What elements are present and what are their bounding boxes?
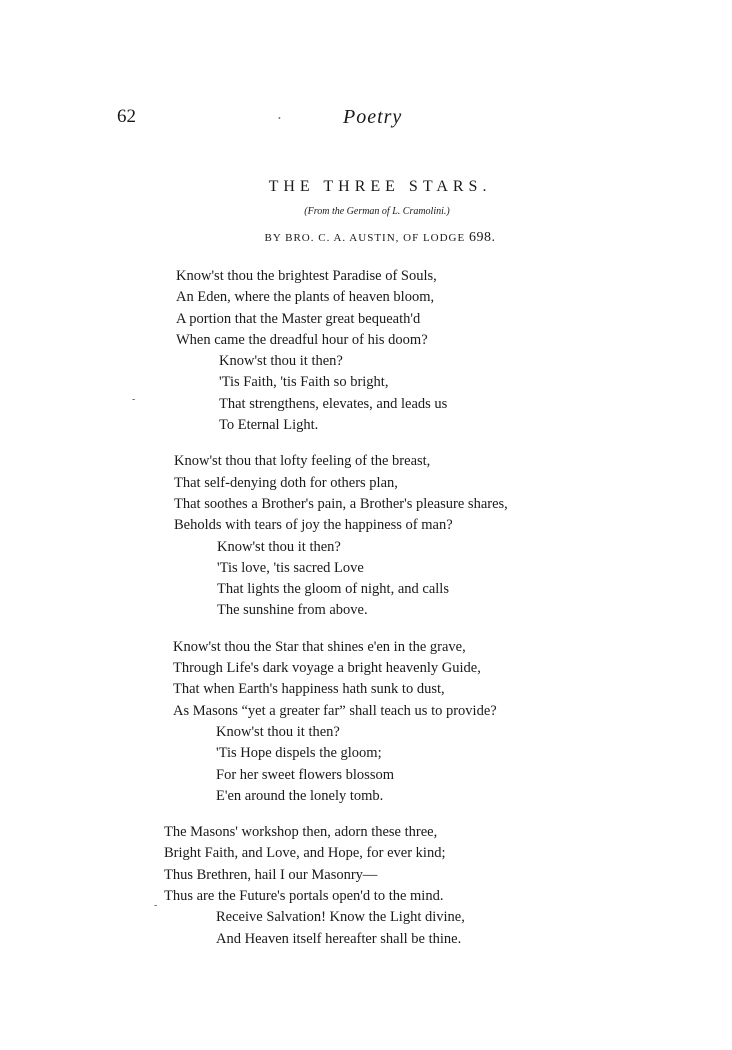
poem-line: That self-denying doth for others plan,: [174, 474, 398, 491]
poem-line: Know'st thou it then?: [217, 538, 341, 555]
poem-line: That strengthens, elevates, and leads us: [219, 395, 448, 412]
poem-line: The sunshine from above.: [217, 602, 368, 619]
margin-mark-icon: -: [154, 900, 158, 911]
stanza: [176, 266, 716, 436]
poem-line: That lights the gloom of night, and calls: [217, 581, 449, 598]
stanza: [174, 451, 716, 621]
byline-author: BY BRO. C. A. AUSTIN, OF LODGE: [264, 232, 466, 244]
stanza: [164, 822, 716, 950]
poem-line: When came the dreadful hour of his doom?: [176, 331, 428, 348]
poem-line: An Eden, where the plants of heaven bloom,: [176, 289, 435, 306]
byline-lodge-number: 698.: [468, 230, 496, 245]
poem-line: Thus are the Future's portals open'd to the mind.: [164, 888, 444, 905]
running-title: Poetry: [343, 106, 403, 128]
stanza: [173, 637, 716, 807]
poem-line: The Masons' workshop then, adorn these three,: [164, 824, 438, 841]
poem-line: As Masons “yet a greater far” shall teach us to provide?: [173, 702, 497, 719]
margin-mark-icon: -: [132, 394, 136, 405]
poem-title: THE THREE STARS.: [268, 178, 492, 195]
poem-line: Know'st thou the brightest Paradise of Souls,: [176, 268, 437, 284]
poem-line: E'en around the lonely tomb.: [216, 787, 384, 804]
poem-subtitle: (From the German of L. Cramolini.): [304, 206, 450, 217]
poem-line: 'Tis Hope dispels the gloom;: [216, 745, 382, 762]
poem-line: A portion that the Master great bequeath'd: [176, 310, 421, 327]
poem-line: Thus Brethren, hail I our Masonry—: [164, 866, 378, 883]
poem-line: That soothes a Brother's pain, a Brother's pleasure shares,: [174, 495, 508, 512]
poem-byline: [0, 230, 732, 246]
poem-body: [164, 266, 716, 965]
poem-line: And Heaven itself hereafter shall be thine.: [216, 930, 462, 947]
poem-line: 'Tis Faith, 'tis Faith so bright,: [219, 374, 389, 391]
poem-line: Know'st thou it then?: [219, 353, 343, 370]
poem-line: Know'st thou the Star that shines e'en in the grave,: [173, 638, 466, 655]
poem-line: Through Life's dark voyage a bright heavenly Guide,: [173, 660, 481, 677]
poem-line: Bright Faith, and Love, and Hope, for ever kind;: [164, 845, 446, 862]
poem-line: Beholds with tears of joy the happiness of man?: [174, 517, 453, 534]
poem-line: Receive Salvation! Know the Light divine,: [216, 909, 465, 926]
page-number: 62: [117, 106, 136, 127]
poem-line: For her sweet flowers blossom: [216, 766, 395, 783]
poem-line: 'Tis love, 'tis sacred Love: [217, 559, 364, 576]
poem-line: Know'st thou that lofty feeling of the breast,: [174, 453, 431, 470]
poem-line: That when Earth's happiness hath sunk to dust,: [173, 681, 445, 698]
poem-line: Know'st thou it then?: [216, 723, 340, 740]
poem-line: To Eternal Light.: [219, 417, 319, 434]
decorative-dot-icon: •: [278, 114, 281, 123]
running-head: [0, 106, 732, 136]
